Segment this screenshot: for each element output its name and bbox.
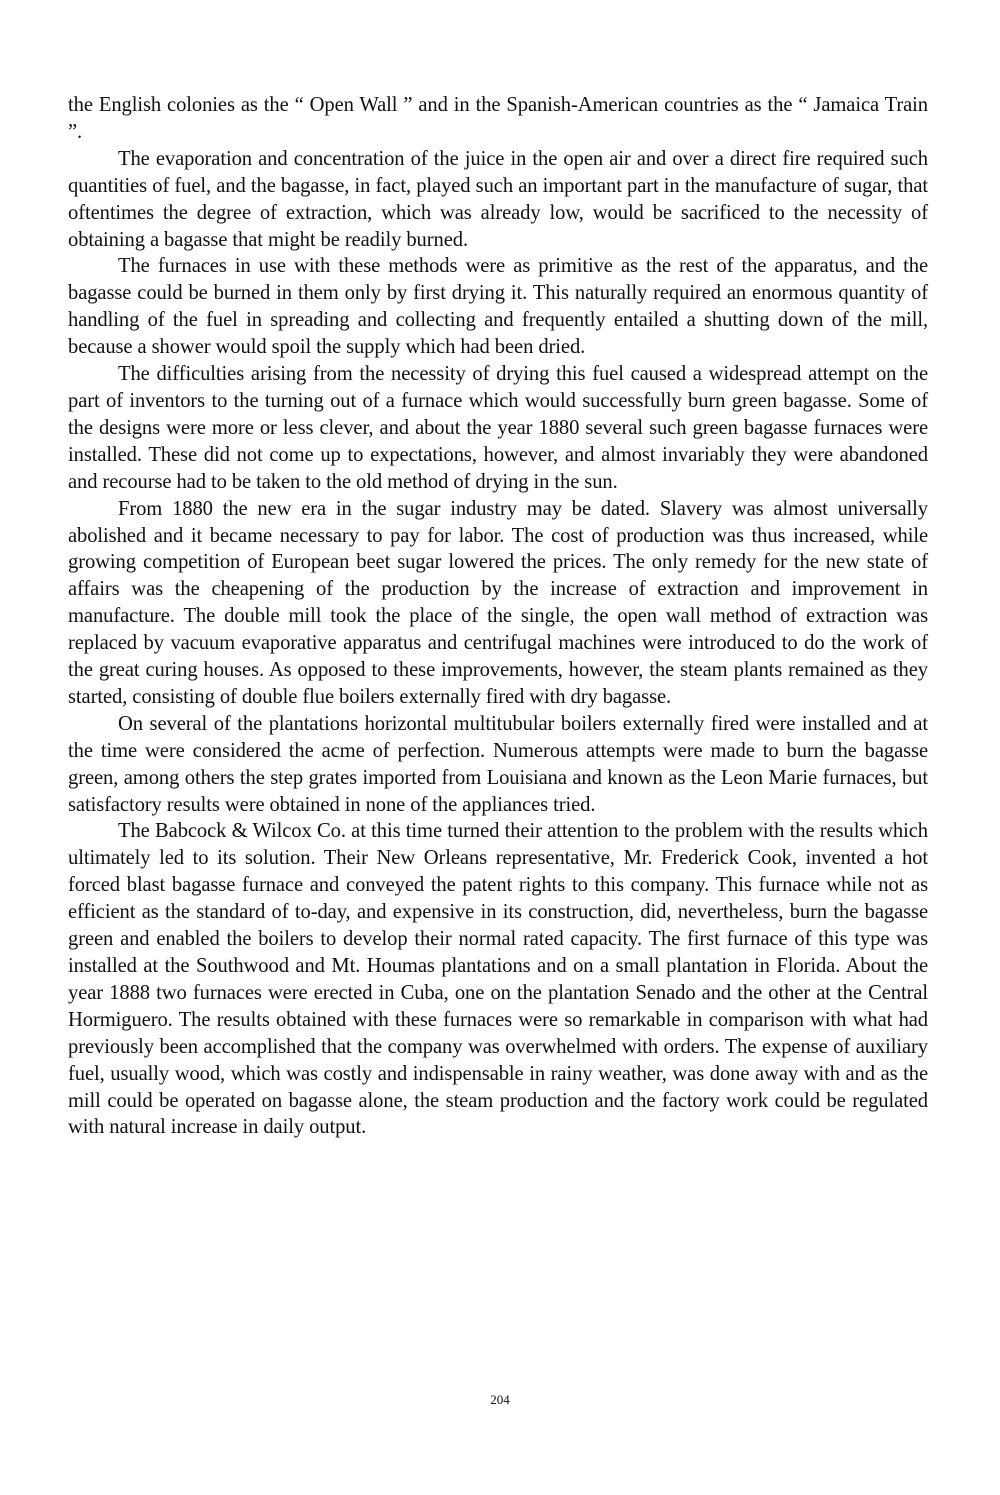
- page-number: 204: [490, 1392, 510, 1407]
- paragraph-drying-difficulties: The difficulties arising from the necessity of drying this fuel caused a widespread attempt on the part of inventors to the turning out of a furnace which would successfully burn green bagasse. Some of the designs were more or less clever, and about the year 1880 several such green bagasse furnaces were installed. These did not come up to expectations, however, and almost invariably they were abandoned and recourse had to be taken to the old method of drying in the sun.: [68, 363, 928, 493]
- paragraph-new-era-1880: From 1880 the new era in the sugar industry may be dated. Slavery was almost universally abolished and it became necessary to pay for labor. The cost of production was thus increased, while growing competition of European beet sugar lowered the prices. The only remedy for the new state of affairs was the cheapening of the production by the increase of extraction and improvement in manufacture. The double mill took the place of the single, the open wall method of extraction was replaced by vacuum evaporative apparatus and centrifugal machines were introduced to do the work of the great curing houses. As opposed to these improvements, however, the steam plants remained as they started, consisting of double flue boilers externally fired with dry bagasse.: [68, 497, 928, 708]
- document-page-body: [68, 92, 928, 1141]
- paragraph-evaporation: The evaporation and concentration of the juice in the open air and over a direct fire required such quantities of fuel, and the bagasse, in fact, played such an important part in the manufacture of sugar, that oftentimes the degree of extraction, which was already low, would be sacrificed to the necessity of obtaining a bagasse that might be readily burned.: [68, 147, 928, 251]
- paragraph-multitubular-boilers: On several of the plantations horizontal multitubular boilers externally fired were installed and at the time were considered the acme of perfection. Numerous attempts were made to burn the bagasse green, among others the step grates imported from Louisiana and known as the Leon Marie furnaces, but satisfactory results were obtained in none of the appliances tried.: [68, 712, 928, 816]
- paragraph-furnaces-primitive: The furnaces in use with these methods were as primitive as the rest of the apparatus, and the bagasse could be burned in them only by first drying it. This naturally required an enormous quantity of handling of the fuel in spreading and collecting and frequently entailed a shutting down of the mill, because a shower would spoil the supply which had been dried.: [68, 255, 928, 359]
- paragraph-babcock-wilcox: The Babcock & Wilcox Co. at this time turned their attention to the problem with the results which ultimately led to its solution. Their New Orleans representative, Mr. Frederick Cook, invented a hot forced blast bagasse furnace and conveyed the patent rights to this company. This furnace while not as efficient as the standard of to-day, and expensive in its construction, did, nevertheless, burn the bagasse green and enabled the boilers to develop their normal rated capacity. The first furnace of this type was installed at the Southwood and Mt. Houmas plantations and on a small plantation in Florida. About the year 1888 two furnaces were erected in Cuba, one on the plantation Senado and the other at the Central Hormiguero. The results obtained with these furnaces were so remarkable in comparison with what had previously been accomplished that the company was overwhelmed with orders. The expense of auxiliary fuel, usually wood, which was costly and indispensable in rainy weather, was done away with and as the mill could be operated on bagasse alone, the steam production and the factory work could be regulated with natural increase in daily output.: [68, 820, 928, 1139]
- paragraph-continued-open-wall: the English colonies as the “ Open Wall ” and in the Spanish-American countries as the “ Jamaica Train ”.: [68, 94, 928, 143]
